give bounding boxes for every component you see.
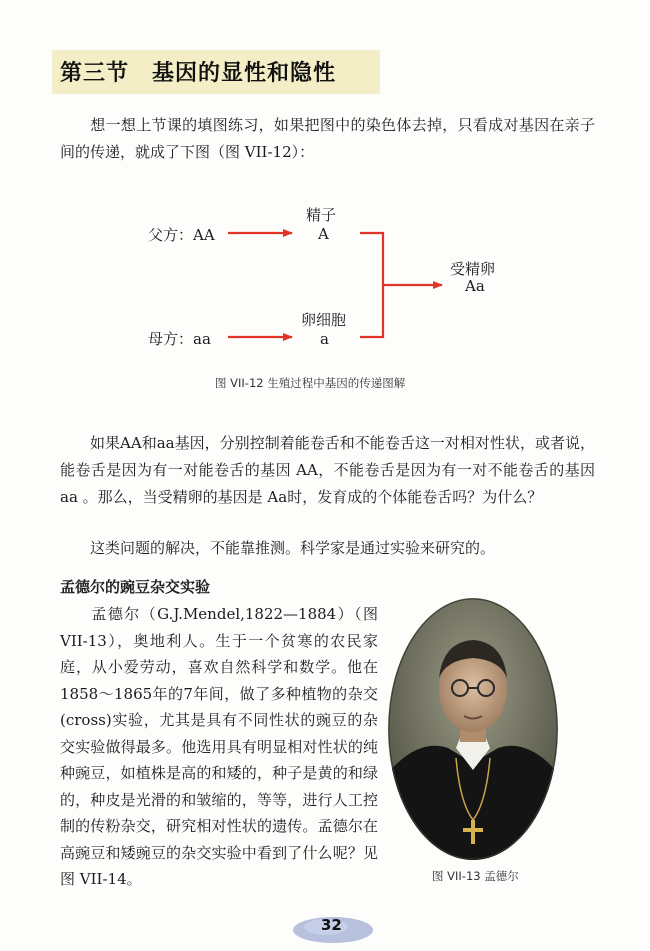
- diagram-caption: 图 VII-12 生殖过程中基因的传递图解: [215, 376, 406, 390]
- section-title: 第三节 基因的显性和隐性: [60, 61, 337, 86]
- egg-gene: a: [320, 330, 329, 348]
- mendel-paragraph-text: 孟德尔（G.J.Mendel,1822—1884）（图VII-13），奥地利人。生于一个贫寒的农民家庭，从小爱劳动，喜欢自然科学和数学。他在1858～1865年的7年间，做了多种植物的杂交(cross)实验，尤其是具有不同性状的豌豆的杂交实验做得最多。他选用具有明显相对性状的纯种豌豆，如植株是高的和矮的，种子是黄的和绿的，种皮是光滑的和皱缩的，等等，进行人工控制的传粉杂交，研究相对性状的遗传。孟德尔在高豌豆和矮豌豆的杂交实验中看到了什么呢？见图 VII-14。: [60, 605, 378, 888]
- zygote-label: 受精卵: [450, 260, 496, 278]
- body-paragraph-1-text: 如果AA和aa基因，分别控制着能卷舌和不能卷舌这一对相对性状，或者说，能卷舌是因为有一对能卷舌的基因 AA，不能卷舌是因为有一对不能卷舌的基因 aa 。那么，当受精卵的基因是 Aa时，发育成的个体能卷舌吗？为什么？: [60, 434, 595, 506]
- subsection-heading: 孟德尔的豌豆杂交实验: [60, 578, 211, 596]
- mendel-portrait-icon: [388, 598, 558, 860]
- portrait-caption: 图 VII-13 孟德尔: [432, 869, 519, 883]
- zygote-gene: Aa: [465, 277, 485, 295]
- diagram-arrows: [0, 0, 650, 400]
- father-label: 父方：AA: [148, 226, 215, 244]
- body-paragraph-2: [60, 535, 595, 562]
- egg-label: 卵细胞: [301, 311, 347, 329]
- page-number: 32: [321, 916, 342, 934]
- mother-label: 母方：aa: [148, 330, 211, 348]
- joining-bracket: [360, 233, 383, 337]
- body-paragraph-2-text: 这类问题的解决，不能靠推测。科学家是通过实验来研究的。: [90, 539, 496, 557]
- sperm-gene: A: [318, 225, 329, 243]
- mendel-paragraph: [60, 601, 378, 893]
- body-paragraph-1: [60, 430, 595, 511]
- intro-text: 想一想上节课的填图练习，如果把图中的染色体去掉，只看成对基因在亲子间的传递，就成了下图（图 VII-12）：: [60, 116, 595, 161]
- sperm-label: 精子: [306, 206, 337, 224]
